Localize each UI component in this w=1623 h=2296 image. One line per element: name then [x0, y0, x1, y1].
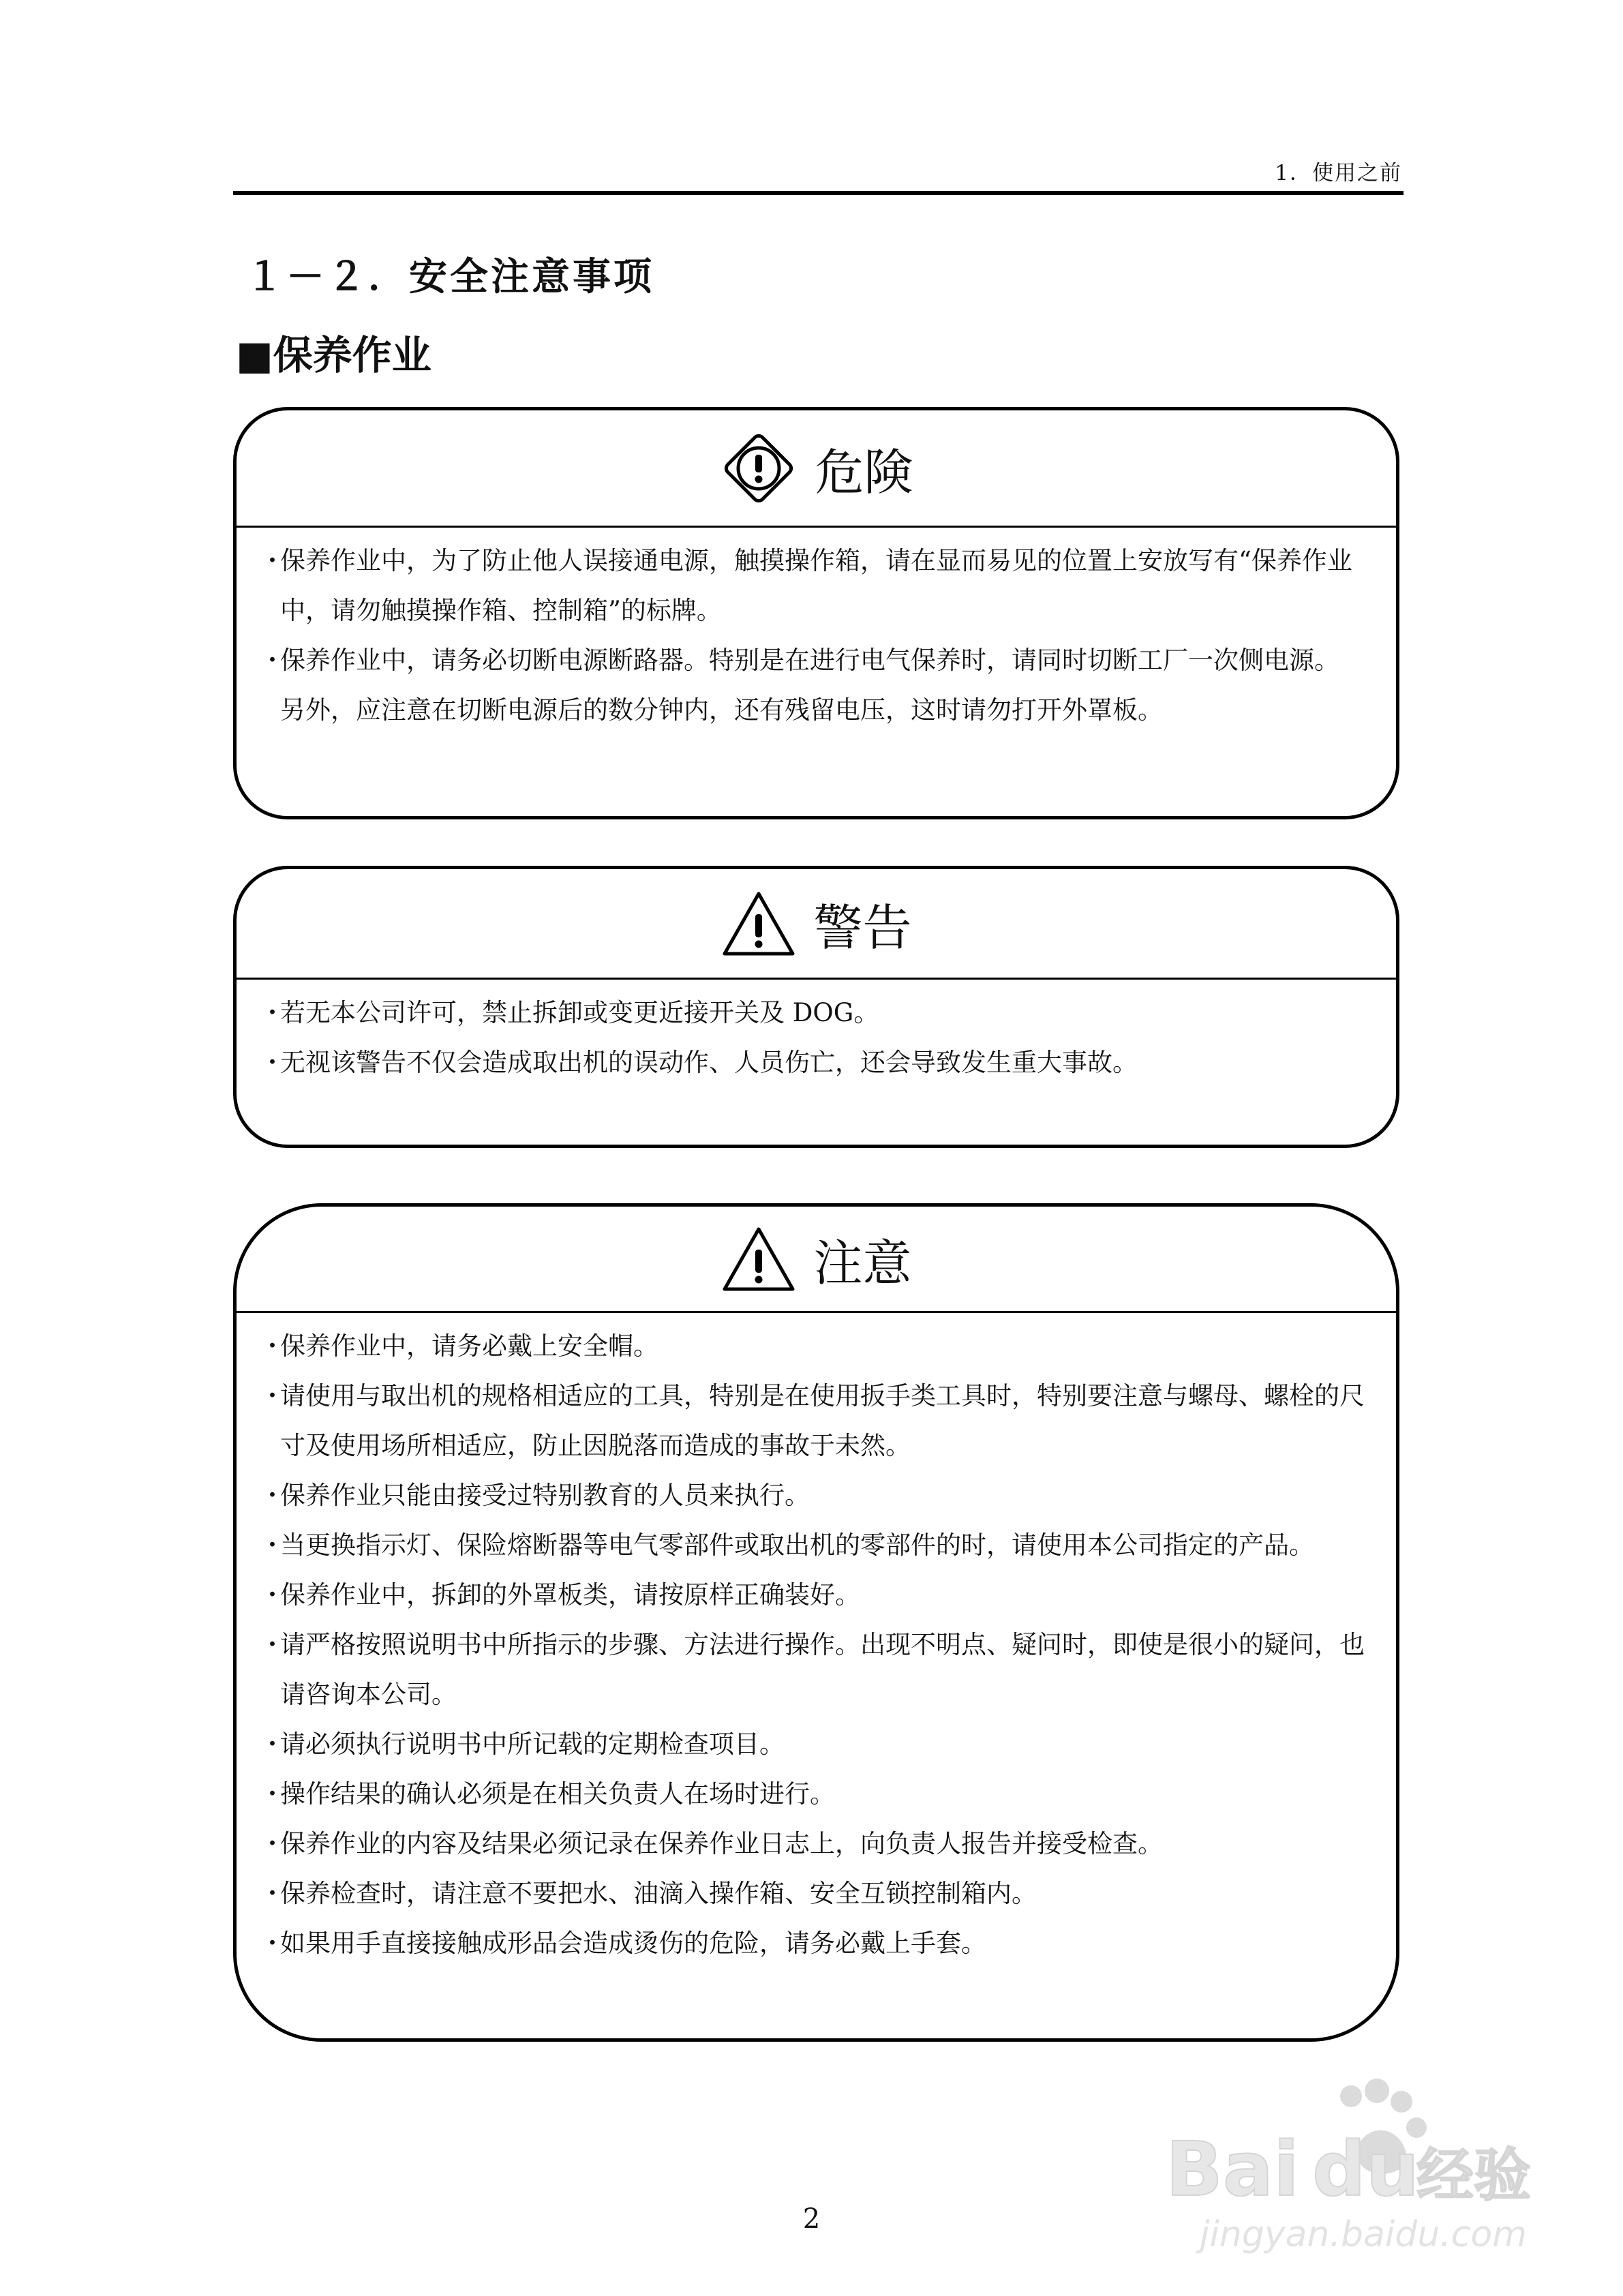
bullet: ・ [260, 1779, 285, 1809]
list-item [260, 988, 1382, 1038]
bullet: ・ [260, 1879, 285, 1908]
bullet: ・ [260, 1331, 285, 1361]
list-item [260, 1520, 1382, 1570]
caution-triangle-icon [721, 1225, 797, 1293]
bullet: ・ [260, 1481, 285, 1510]
bullet: ・ [260, 1829, 285, 1858]
list-item [260, 1371, 1382, 1470]
list-item [260, 1819, 1382, 1869]
item-text: 保养作业中，请务必戴上安全帽。 [280, 1331, 658, 1361]
item-text: 保养作业中，请务必切断电源断路器。特别是在进行电气保养时，请同时切断工厂一次侧电源。 [280, 646, 1339, 675]
item-text: 请使用与取出机的规格相适应的工具，特别是在使用扳手类工具时，特别要注意与螺母、螺栓的尺寸及使用场所相适应，防止因脱落而造成的事故于未然。 [280, 1381, 1365, 1460]
list-item [260, 1038, 1382, 1087]
caution-label: 注意 [813, 1234, 912, 1292]
list-item [260, 1918, 1382, 1968]
section-title: １－２．安全注意事项 [245, 255, 654, 299]
bullet: ・ [260, 1929, 285, 1958]
header-rule [233, 191, 1404, 195]
caution-items [237, 1313, 1396, 1968]
item-text: 保养作业中，拆卸的外罩板类，请按原样正确装好。 [280, 1580, 860, 1610]
item-text: 保养检查时，请注意不要把水、油滴入操作箱、安全互锁控制箱内。 [280, 1879, 1037, 1908]
item-text: 保养作业中，为了防止他人误接通电源，触摸操作箱，请在显而易见的位置上安放写有“保养作业中，请勿触摸操作箱、控制箱”的标牌。 [280, 546, 1352, 625]
bullet: ・ [260, 998, 285, 1027]
caution-box [233, 1203, 1399, 2042]
page-number: 2 [802, 2203, 821, 2235]
item-text: 请必须执行说明书中所记载的定期检查项目。 [280, 1729, 785, 1759]
list-item [260, 536, 1382, 635]
warning-items [237, 980, 1396, 1087]
warning-header [237, 869, 1396, 980]
item-text: 操作结果的确认必须是在相关负责人在场时进行。 [280, 1779, 835, 1809]
bullet: ・ [260, 1048, 285, 1077]
bullet: ・ [260, 646, 285, 675]
danger-diamond-icon [719, 429, 798, 508]
warning-triangle-icon [721, 890, 797, 958]
bullet: ・ [260, 1729, 285, 1759]
item-text: 请严格按照说明书中所指示的步骤、方法进行操作。出现不明点、疑问时，即使是很小的疑问，也请咨询本公司。 [280, 1630, 1365, 1709]
list-item [260, 1719, 1382, 1769]
danger-items [237, 528, 1396, 735]
subsection-title: ■保养作业 [236, 332, 431, 378]
danger-header [237, 410, 1396, 528]
header-chapter: 1．使用之前 [1275, 161, 1402, 185]
item-text: 保养作业的内容及结果必须记录在保养作业日志上，向负责人报告并接受检查。 [280, 1829, 1163, 1858]
list-item [260, 1869, 1382, 1918]
danger-note: 另外，应注意在切断电源后的数分钟内，还有残留电压，这时请勿打开外罩板。 [280, 695, 1163, 725]
item-text: 无视该警告不仅会造成取出机的误动作、人员伤亡，还会导致发生重大事故。 [280, 1048, 1138, 1077]
list-item [260, 1769, 1382, 1819]
caution-header [237, 1207, 1396, 1313]
danger-label: 危険 [815, 443, 913, 501]
list-item [260, 1321, 1382, 1371]
item-text: 若无本公司许可，禁止拆卸或变更近接开关及 DOG。 [280, 998, 879, 1027]
danger-box [233, 407, 1399, 819]
svg-text:经验: 经验 [1416, 2142, 1532, 2209]
svg-text:jingyan.baidu.com: jingyan.baidu.com [1200, 2214, 1527, 2255]
bullet: ・ [260, 1580, 285, 1610]
bullet: ・ [260, 546, 285, 575]
bullet: ・ [260, 1530, 285, 1560]
warning-box [233, 866, 1399, 1148]
warning-label: 警告 [813, 898, 912, 956]
bullet: ・ [260, 1630, 285, 1659]
list-item [260, 1620, 1382, 1719]
svg-text:du: du [1312, 2126, 1420, 2213]
list-item [260, 1570, 1382, 1620]
list-item [260, 635, 1382, 685]
item-text: 如果用手直接接触成形品会造成烫伤的危险，请务必戴上手套。 [280, 1929, 986, 1958]
list-item [260, 1470, 1382, 1520]
bullet: ・ [260, 1381, 285, 1410]
item-text: 当更换指示灯、保险熔断器等电气零部件或取出机的零部件的时，请使用本公司指定的产品。 [280, 1530, 1314, 1560]
svg-text:Bai: Bai [1166, 2126, 1299, 2213]
item-text: 保养作业只能由接受过特别教育的人员来执行。 [280, 1481, 810, 1510]
